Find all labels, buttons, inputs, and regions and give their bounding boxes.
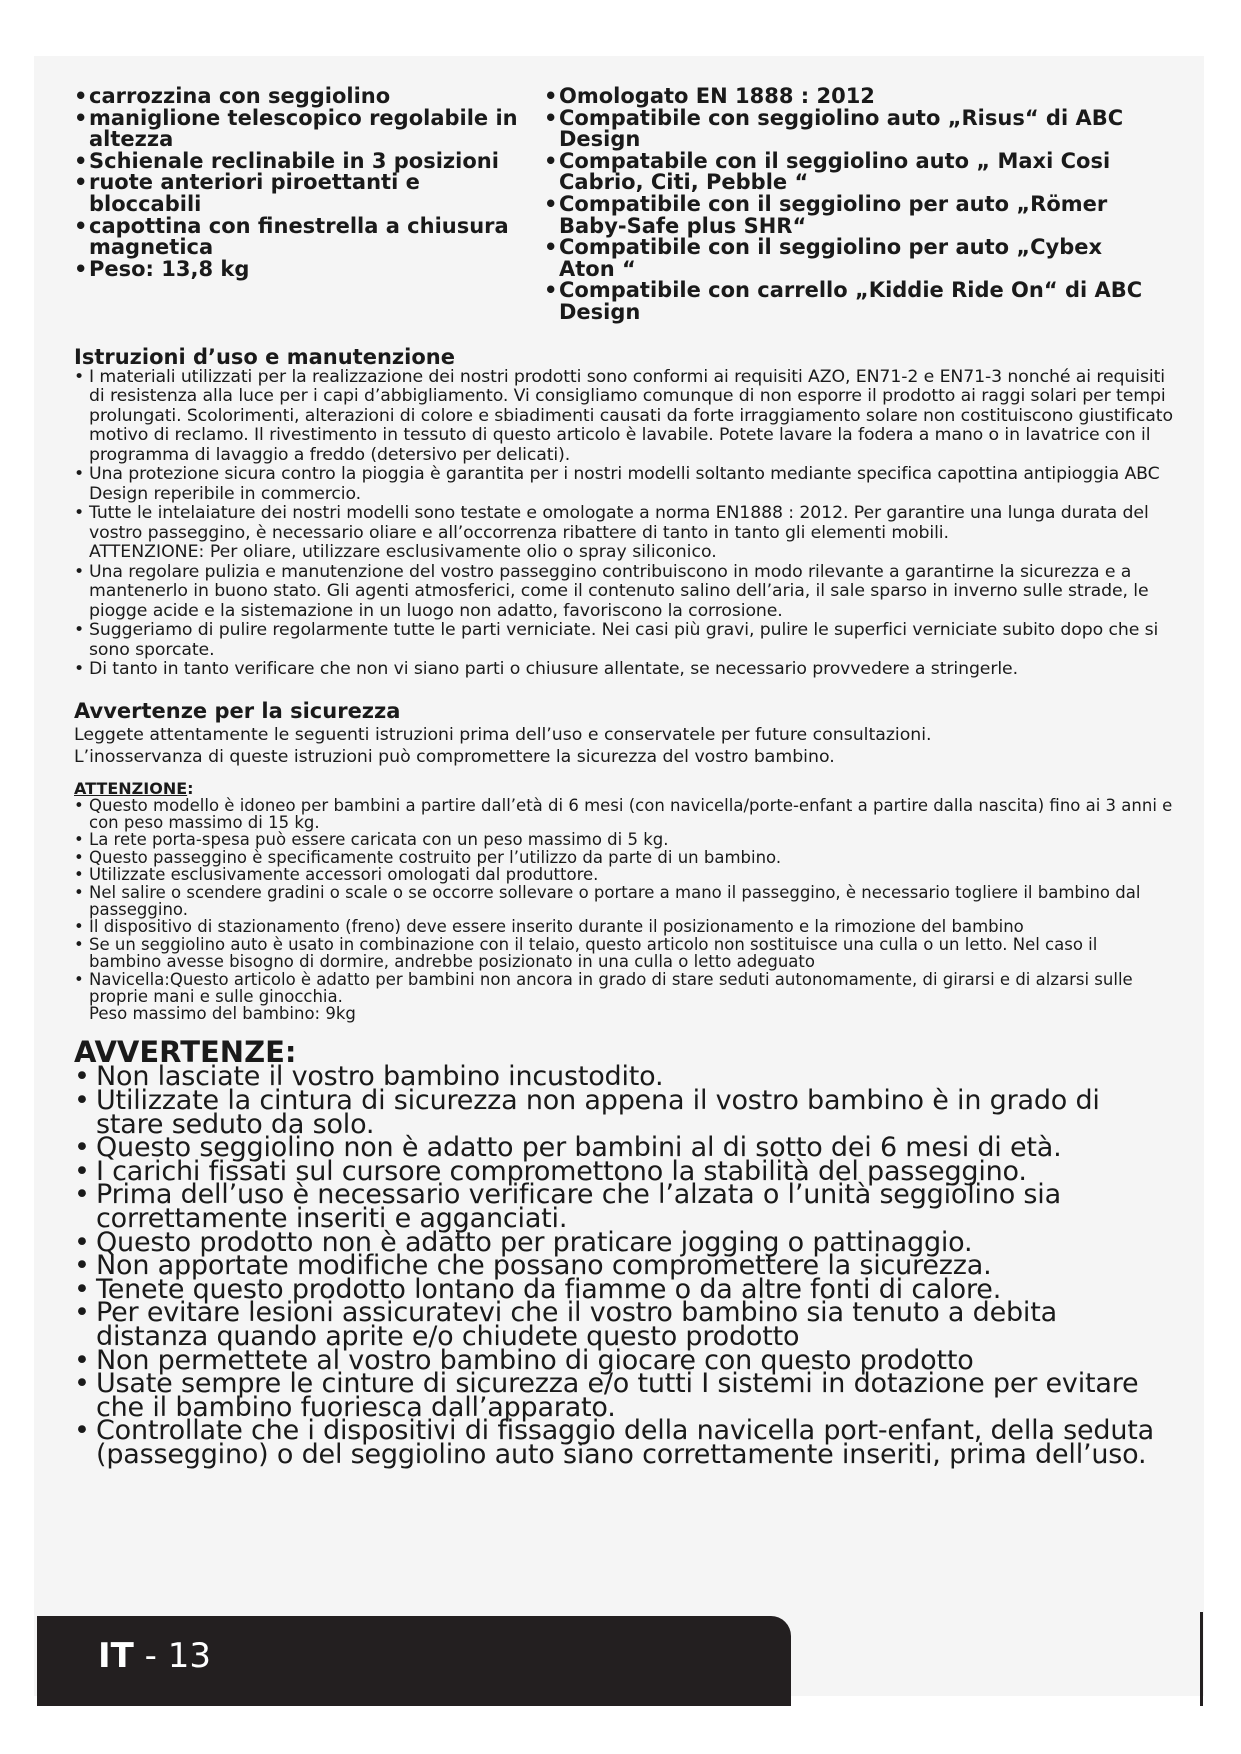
page-content — [74, 84, 1174, 1470]
avvertenze-list — [74, 1061, 1174, 1470]
list-item: • Navicella:Questo articolo è adatto per bambini non ancora in grado di stare seduti autonomamente, di girarsi e di alzarsi sulle proprie mani e sulle ginocchia. — [74, 971, 1174, 1006]
spec-item: • Peso: 13,8 kg — [74, 259, 536, 281]
list-item: • Il dispositivo di stazionamento (freno) deve essere inserito durante il posizionamento e la rimozione del bambino — [74, 918, 1174, 935]
sicurezza-heading: Avvertenze per la sicurezza — [74, 698, 401, 723]
language-code: IT — [98, 1636, 134, 1676]
list-item: • Utilizzate esclusivamente accessori omologati dal produttore. — [74, 866, 1174, 883]
weight-note: Peso massimo del bambino: 9kg — [89, 1004, 356, 1024]
spec-item: • Compatibile con il seggiolino per auto „Römer Baby-Safe plus SHR“ — [544, 194, 1162, 237]
spec-item: • Compatibile con il seggiolino per auto „Cybex Aton “ — [544, 237, 1162, 280]
list-item: • La rete porta-spesa può essere caricata con un peso massimo di 5 kg. — [74, 831, 1174, 848]
istruzioni-list — [74, 368, 1174, 544]
list-item: • Prima dell’uso è necessario verificare che l’alzata o l’unità seggiolino sia correttamente inseriti e agganciati. — [74, 1183, 1174, 1230]
attenzione-label — [74, 780, 1174, 797]
list-item: • Usate sempre le cinture di sicurezza e/o tutti I sistemi in dotazione per evitare che il bambino fuoriesca dall’apparato. — [74, 1372, 1174, 1419]
istruzioni-heading: Istruzioni d’uso e manutenzione — [74, 344, 455, 369]
list-item: • Questo prodotto non è adatto per praticare jogging o pattinaggio. — [74, 1231, 1174, 1255]
intro-line: L’inosservanza di queste istruzioni può compromettere la sicurezza del vostro bambino. — [74, 746, 835, 767]
spec-columns — [74, 86, 1174, 324]
avvertenze-heading: AVVERTENZE: — [74, 1035, 297, 1070]
attenzione-list — [74, 797, 1174, 1006]
list-item: • Non apportate modifiche che possano compromettere la sicurezza. — [74, 1254, 1174, 1278]
page-number: 13 — [167, 1636, 212, 1676]
edge-marker-line — [1200, 1612, 1203, 1706]
list-item: • Controllate che i dispositivi di fissaggio della navicella port-enfant, della seduta (passeggino) o del seggiolino auto siano correttamente inseriti, prima dell’uso. — [74, 1419, 1174, 1466]
spec-item: • Compatabile con il seggiolino auto „ Maxi Cosi Cabrio, Citi, Pebble “ — [544, 151, 1162, 194]
spec-item: • Schienale reclinabile in 3 posizioni — [74, 151, 536, 173]
list-item: • Questo seggiolino non è adatto per bambini al di sotto dei 6 mesi di età. — [74, 1136, 1174, 1160]
list-item: • Di tanto in tanto verificare che non vi siano parti o chiusure allentate, se necessario provvedere a stringerle. — [74, 660, 1174, 680]
list-item: • Questo modello è idoneo per bambini a partire dall’età di 6 mesi (con navicella/porte-enfant a partire dalla nascita) fino ai 3 anni e con peso massimo di 15 kg. — [74, 797, 1174, 832]
list-item: • Nel salire o scendere gradini o scale o se occorre sollevare o portare a mano il passeggino, è necessario togliere il bambino dal passeggino. — [74, 884, 1174, 919]
sicurezza-intro — [74, 724, 1174, 768]
list-item: • Questo passeggino è specificamente costruito per l’utilizzo da parte di un bambino. — [74, 849, 1174, 866]
spec-list-left — [74, 86, 536, 324]
attenzione-text: ATTENZIONE — [74, 778, 188, 798]
list-item: • Se un seggiolino auto è usato in combinazione con il telaio, questo articolo non sostituisce una culla o un letto. Nel caso il bambino avesse bisogno di dormire, andrebbe posizionato in una culla o letto adeguato — [74, 936, 1174, 971]
list-item: • Utilizzate la cintura di sicurezza non appena il vostro bambino è in grado di stare seduto da solo. — [74, 1089, 1174, 1136]
spec-list-right — [536, 86, 1162, 324]
page-number-label — [98, 1636, 211, 1676]
intro-line: Leggete attentamente le seguenti istruzioni prima dell’uso e conservatele per future consultazioni. — [74, 724, 932, 745]
separator: - — [144, 1636, 157, 1676]
list-item: • Suggeriamo di pulire regolarmente tutte le parti verniciate. Nei casi più gravi, pulire le superfici verniciate subito dopo che si sono sporcate. — [74, 621, 1174, 660]
list-item: • Non lasciate il vostro bambino incustodito. — [74, 1065, 1174, 1089]
list-item: • Tenete questo prodotto lontano da fiamme o da altre fonti di calore. — [74, 1278, 1174, 1302]
list-item: • I materiali utilizzati per la realizzazione dei nostri prodotti sono conformi ai requisiti AZO, EN71-2 e EN71-3 nonché ai requisiti di resistenza alla luce per i capi d’abbigliamento. Vi consigliamo comunque di non esporre il prodotto ai raggi solari per tempi prolungati. Scolorimenti, alterazioni di colore e sbiadimenti causati da forte irraggiamento solare non costituiscono giustificato motivo di reclamo. Il rivestimento in tessuto di questo articolo è lavabile. Potete lavare la fodera a mano o in lavatrice con il programma di lavaggio a freddo (detersivo per delicati). — [74, 368, 1174, 466]
list-item: • Per evitare lesioni assicuratevi che il vostro bambino sia tenuto a debita distanza quando aprite e/o chiudete questo prodotto — [74, 1301, 1174, 1348]
spec-item: • Compatibile con seggiolino auto „Risus“ di ABC Design — [544, 108, 1162, 151]
istruzioni-list-2 — [74, 563, 1174, 680]
attenzione-colon: : — [187, 778, 194, 798]
spec-item: • ruote anteriori piroettanti e bloccabili — [74, 172, 536, 215]
spec-item: • capottina con finestrella a chiusura magnetica — [74, 216, 536, 259]
spec-item: • maniglione telescopico regolabile in altezza — [74, 108, 536, 151]
list-item: • Non permettete al vostro bambino di giocare con questo prodotto — [74, 1349, 1174, 1373]
list-item: • Tutte le intelaiature dei nostri modelli sono testate e omologate a norma EN1888 : 2012. Per garantire una lunga durata del vostro passeggino, è necessario oliare e all’occorrenza ribattere di tanto in tanto gli elementi mobili. — [74, 504, 1174, 543]
list-item: • I carichi fissati sul cursore compromettono la stabilità del passeggino. — [74, 1160, 1174, 1184]
list-item: • Una protezione sicura contro la pioggia è garantita per i nostri modelli soltanto mediante specifica capottina antipioggia ABC Design reperibile in commercio. — [74, 465, 1174, 504]
spec-item: • Omologato EN 1888 : 2012 — [544, 86, 1162, 108]
list-item: • Una regolare pulizia e manutenzione del vostro passeggino contribuiscono in modo rilevante a garantirne la sicurezza e a mantenerlo in buono stato. Gli agenti atmosferici, come il contenuto salino dell’aria, il sale sparso in inverno sulle strade, le piogge acide e la sistemazione in un luogo non adatto, favoriscono la corrosione. — [74, 563, 1174, 622]
spec-item: • Compatibile con carrello „Kiddie Ride On“ di ABC Design — [544, 280, 1162, 323]
oil-note: ATTENZIONE: Per oliare, utilizzare esclusivamente olio o spray siliconico. — [89, 542, 717, 563]
spec-item: • carrozzina con seggiolino — [74, 86, 536, 108]
